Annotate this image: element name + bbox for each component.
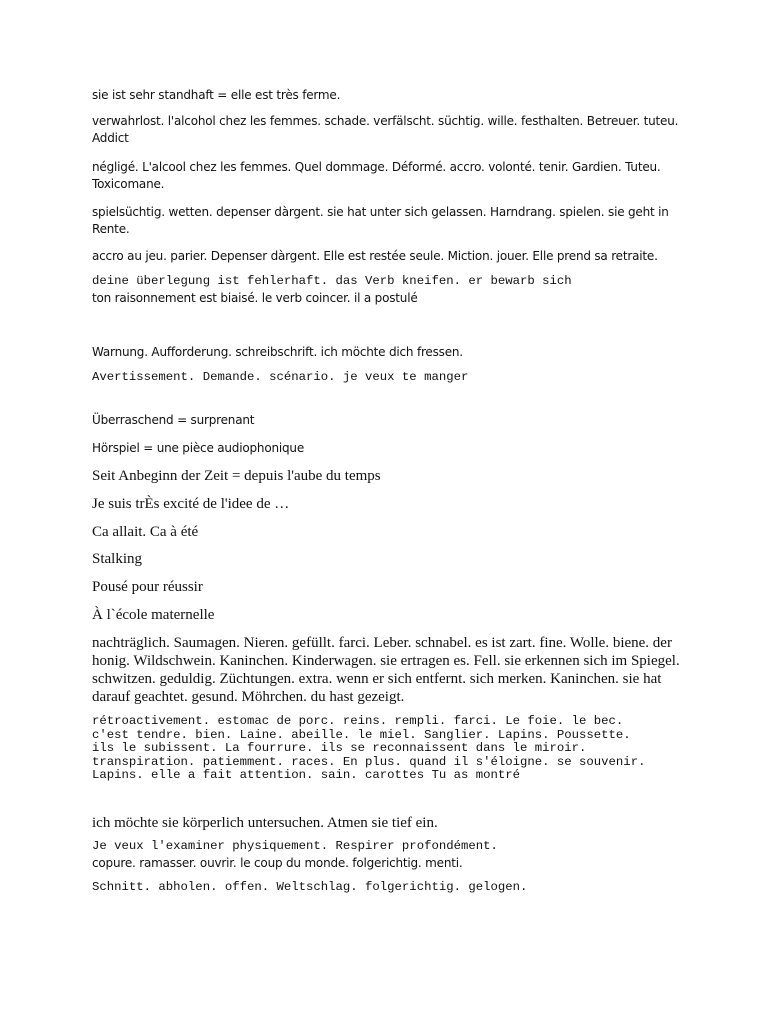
paragraph-6: deine überlegung ist fehlerhaft. das Verb kneifen. er bewarb sich bbox=[92, 274, 572, 288]
paragraph-19: rétroactivement. estomac de porc. reins. rempli. farci. Le foie. le bec. c'est tendre. bien. Laine. abeille. le miel. Sanglier. Lapins. Poussette. ils le subissent. La fourrure. ils se reconnaissent dans le miroir. transpiration. patiemment. races. En plus. quand il s'éloigne. se souvenir. Lapins. elle a fait attention. sain. carottes Tu as montré bbox=[92, 714, 646, 782]
paragraph-1: sie ist sehr standhaft = elle est très ferme. bbox=[92, 88, 341, 102]
paragraph-10: Überraschend = surprenant bbox=[92, 413, 255, 427]
paragraph-11: Hörspiel = une pièce audiophonique bbox=[92, 441, 305, 455]
paragraph-9: Avertissement. Demande. scénario. je veux te manger bbox=[92, 370, 469, 384]
paragraph-16: Pousé pour réussir bbox=[92, 579, 203, 595]
paragraph-13: Je suis trÈs excité de l'idee de … bbox=[92, 496, 290, 512]
paragraph-14: Ca allait. Ca à été bbox=[92, 524, 199, 540]
paragraph-5: accro au jeu. parier. Depenser dàrgent. Elle est restée seule. Miction. jouer. Elle prend sa retraite. bbox=[92, 249, 658, 263]
paragraph-21: Je veux l'examiner physiquement. Respirer profondément. bbox=[92, 839, 498, 853]
paragraph-17: À l`école maternelle bbox=[92, 607, 215, 623]
paragraph-12: Seit Anbeginn der Zeit = depuis l'aube du temps bbox=[92, 468, 381, 484]
paragraph-20: ich möchte sie körperlich untersuchen. Atmen sie tief ein. bbox=[92, 815, 438, 831]
paragraph-3: négligé. L'alcool chez les femmes. Quel dommage. Déformé. accro. volonté. tenir. Gardien. Tuteu. Toxicomane. bbox=[92, 160, 665, 191]
paragraph-4: spielsüchtig. wetten. depenser dàrgent. sie hat unter sich gelassen. Harndrang. spielen. sie geht in Rente. bbox=[92, 205, 673, 236]
paragraph-7: ton raisonnement est biaisé. le verb coincer. il a postulé bbox=[92, 291, 418, 305]
paragraph-8: Warnung. Aufforderung. schreibschrift. ich möchte dich fressen. bbox=[92, 345, 463, 359]
paragraph-2: verwahrlost. l'alcohol chez les femmes. schade. verfälscht. süchtig. wille. festhalten. Betreuer. tuteu. Addict bbox=[92, 114, 682, 145]
paragraph-15: Stalking bbox=[92, 551, 143, 567]
paragraph-22: copure. ramasser. ouvrir. le coup du monde. folgerichtig. menti. bbox=[92, 856, 463, 870]
paragraph-18: nachträglich. Saumagen. Nieren. gefüllt. farci. Leber. schnabel. es ist zart. fine. Wolle. biene. der honig. Wildschwein. Kaninchen. Kinderwagen. sie ertragen es. Fell. sie erkennen sich im Spiegel. schwitzen. geduldig. Züchtungen. extra. wenn er sich entfernt. sich merken. Kaninchen. sie hat darauf geachtet. gesund. Möhrchen. du hast gezeigt. bbox=[92, 635, 684, 705]
paragraph-23: Schnitt. abholen. offen. Weltschlag. folgerichtig. gelogen. bbox=[92, 880, 528, 894]
